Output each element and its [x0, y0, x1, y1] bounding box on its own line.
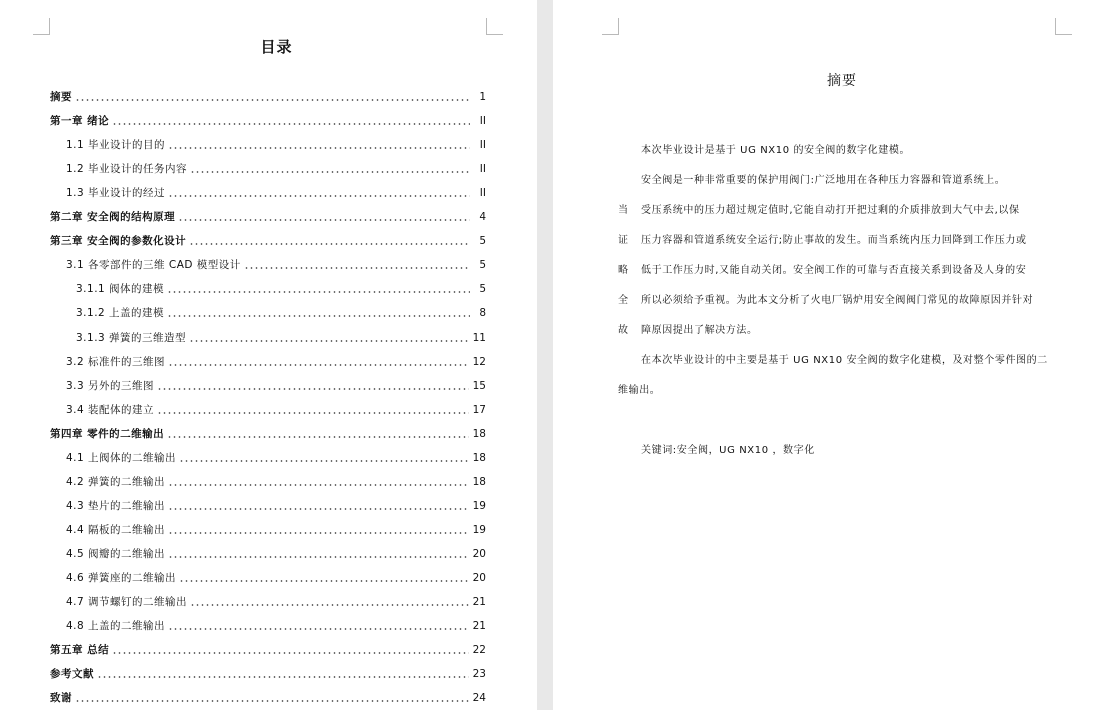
toc-entry — [66, 256, 486, 272]
toc-entry-label: 4.5 阀瓣的二维输出 — [66, 548, 166, 560]
toc-entry — [50, 425, 486, 441]
crop-mark-top-right — [486, 18, 503, 35]
toc-entry-label: 1.2 毕业设计的任务内容 — [66, 163, 188, 175]
toc-entry-page: 5 — [479, 283, 486, 295]
toc-entry-page: 8 — [479, 307, 486, 319]
toc-leader-dots — [167, 315, 470, 317]
toc-entry-label: 3.1.3 弹簧的三维造型 — [76, 332, 187, 344]
toc-entry-label: 4.4 隔板的二维输出 — [66, 524, 166, 536]
toc-leader-dots — [97, 676, 469, 678]
toc-leader-dots — [178, 219, 470, 221]
abstract-side-char: 当 — [618, 205, 628, 216]
toc-entry-label: 第四章 零件的二维输出 — [50, 428, 165, 440]
toc-leader-dots — [75, 700, 469, 702]
toc-leader-dots — [179, 580, 469, 582]
toc-entry-label: 第五章 总结 — [50, 644, 110, 656]
abstract-title: 摘要 — [827, 73, 857, 89]
toc-entry — [66, 593, 486, 609]
toc-leader-dots — [179, 460, 469, 462]
toc-entry — [66, 136, 486, 152]
toc-leader-dots — [168, 147, 470, 149]
abstract-paragraph-2-line: 低于工作压力时,又能自动关闭。安全阀工作的可靠与否直接关系到设备及人身的安 — [641, 265, 1027, 276]
toc-entry-label: 1.1 毕业设计的目的 — [66, 139, 166, 151]
toc-entry-label: 4.2 弹簧的二维输出 — [66, 476, 166, 488]
toc-entry-label: 4.7 调节螺钉的二维输出 — [66, 596, 188, 608]
toc-entry-label: 3.1 各零部件的三维 CAD 模型设计 — [66, 259, 241, 271]
toc-entry-page: 21 — [472, 596, 486, 608]
crop-mark-top-right — [1055, 18, 1072, 35]
toc-entry-page: 21 — [472, 620, 486, 632]
toc-entry — [50, 112, 486, 128]
toc-entry-page: 19 — [472, 524, 486, 536]
toc-entry-label: 3.1.1 阀体的建模 — [76, 283, 165, 295]
toc-leader-dots — [190, 171, 470, 173]
abstract-side-char: 略 — [618, 265, 628, 276]
toc-entry-page: 20 — [472, 572, 486, 584]
toc-leader-dots — [167, 436, 468, 438]
toc-leader-dots — [168, 628, 469, 630]
crop-mark-top-left — [602, 18, 619, 35]
toc-entry-label: 参考文献 — [50, 668, 94, 680]
toc-entry — [66, 377, 486, 393]
toc-entry-page: 23 — [472, 668, 486, 680]
toc-leader-dots — [244, 267, 470, 269]
toc-entry — [50, 641, 486, 657]
toc-entry-page: II — [479, 115, 486, 127]
abstract-paragraph-2-line: 压力容器和管道系统安全运行;防止事故的发生。而当系统内压力回降到工作压力或 — [641, 235, 1027, 246]
toc-leader-dots — [189, 243, 470, 245]
toc-entry-label: 第三章 安全阀的参数化设计 — [50, 235, 187, 247]
toc-entry-label: 1.3 毕业设计的经过 — [66, 187, 166, 199]
abstract-paragraph-3: 在本次毕业设计的中主要是基于 UG NX10 安全阀的数字化建模，及对整个零件图的二 — [641, 355, 1048, 366]
toc-entry-page: II — [479, 139, 486, 151]
toc-leader-dots — [112, 652, 468, 654]
abstract-paragraph-1: 本次毕业设计是基于 UG NX10 的安全阀的数字化建模。 — [641, 145, 911, 156]
toc-entry-page: 20 — [472, 548, 486, 560]
toc-leader-dots — [168, 556, 469, 558]
toc-entry — [66, 449, 486, 465]
abstract-side-char: 证 — [618, 235, 628, 246]
toc-entry — [76, 329, 486, 345]
toc-entry-label: 4.8 上盖的二维输出 — [66, 620, 166, 632]
abstract-keywords: 关键词:安全阀，UG NX10 ，数字化 — [641, 445, 815, 456]
toc-entry — [66, 497, 486, 513]
toc-leader-dots — [168, 508, 469, 510]
toc-entry-page: 4 — [479, 211, 486, 223]
toc-entry — [76, 280, 486, 296]
toc-entry-page: 1 — [479, 91, 486, 103]
toc-entry-label: 3.1.2 上盖的建模 — [76, 307, 165, 319]
abstract-paragraph-2-line: 障原因提出了解决方法。 — [641, 325, 758, 336]
toc-leader-dots — [157, 412, 469, 414]
toc-entry — [50, 232, 486, 248]
abstract-paragraph-2-line: 受压系统中的压力超过规定值时,它能自动打开把过剩的介质排放到大气中去,以保 — [641, 205, 1020, 216]
toc-title: 目录 — [260, 38, 293, 56]
toc-entry-page: 18 — [472, 428, 486, 440]
toc-entry — [66, 569, 486, 585]
toc-entry-page: 5 — [479, 235, 486, 247]
toc-leader-dots — [168, 532, 469, 534]
toc-page — [0, 0, 537, 710]
toc-leader-dots — [168, 364, 469, 366]
toc-entry-page: 18 — [472, 452, 486, 464]
abstract-side-char: 全 — [618, 295, 628, 306]
toc-entry-label: 致谢 — [50, 692, 72, 704]
toc-entry — [66, 160, 486, 176]
toc-entry-page: II — [479, 187, 486, 199]
abstract-paragraph-3-cont: 维输出。 — [618, 385, 661, 396]
toc-entry-label: 3.3 另外的三维图 — [66, 380, 155, 392]
toc-entry-label: 3.4 装配体的建立 — [66, 404, 155, 416]
toc-entry-page: 24 — [472, 692, 486, 704]
toc-leader-dots — [167, 291, 470, 293]
toc-entry-page: 18 — [472, 476, 486, 488]
toc-entry-page: 12 — [472, 356, 486, 368]
toc-entry-page: II — [479, 163, 486, 175]
toc-entry — [66, 401, 486, 417]
toc-entry-label: 4.1 上阀体的二维输出 — [66, 452, 177, 464]
toc-entry — [66, 545, 486, 561]
abstract-side-char: 故 — [618, 325, 628, 336]
abstract-paragraph-2-first: 安全阀是一种非常重要的保护用阀门:广泛地用在各种压力容器和管道系统上。 — [641, 175, 1006, 186]
toc-entry-page: 15 — [472, 380, 486, 392]
toc-leader-dots — [190, 604, 469, 606]
toc-leader-dots — [168, 195, 470, 197]
toc-entry — [66, 473, 486, 489]
toc-entry — [66, 617, 486, 633]
toc-entry-label: 3.2 标准件的三维图 — [66, 356, 166, 368]
toc-entry — [50, 88, 486, 104]
toc-entry — [50, 689, 486, 705]
toc-entry-label: 第一章 绪论 — [50, 115, 110, 127]
toc-entry — [50, 665, 486, 681]
abstract-paragraph-2-line: 所以必须给予重视。为此本文分析了火电厂锅炉用安全阀阀门常见的故障原因并针对 — [641, 295, 1034, 306]
toc-entry — [66, 184, 486, 200]
toc-leader-dots — [168, 484, 469, 486]
toc-entry-label: 摘要 — [50, 91, 72, 103]
toc-entry-page: 17 — [472, 404, 486, 416]
toc-leader-dots — [75, 99, 470, 101]
toc-entry — [66, 353, 486, 369]
toc-entry-page: 19 — [472, 500, 486, 512]
toc-entry-page: 5 — [479, 259, 486, 271]
toc-leader-dots — [189, 340, 469, 342]
toc-entry-page: 11 — [472, 332, 486, 344]
toc-entry-page: 22 — [472, 644, 486, 656]
toc-entry — [76, 304, 486, 320]
toc-leader-dots — [112, 123, 470, 125]
toc-leader-dots — [157, 388, 469, 390]
toc-entry — [66, 521, 486, 537]
toc-entry-label: 4.3 垫片的二维输出 — [66, 500, 166, 512]
toc-entry-label: 第二章 安全阀的结构原理 — [50, 211, 176, 223]
toc-entry — [50, 208, 486, 224]
crop-mark-top-left — [33, 18, 50, 35]
toc-entry-label: 4.6 弹簧座的二维输出 — [66, 572, 177, 584]
